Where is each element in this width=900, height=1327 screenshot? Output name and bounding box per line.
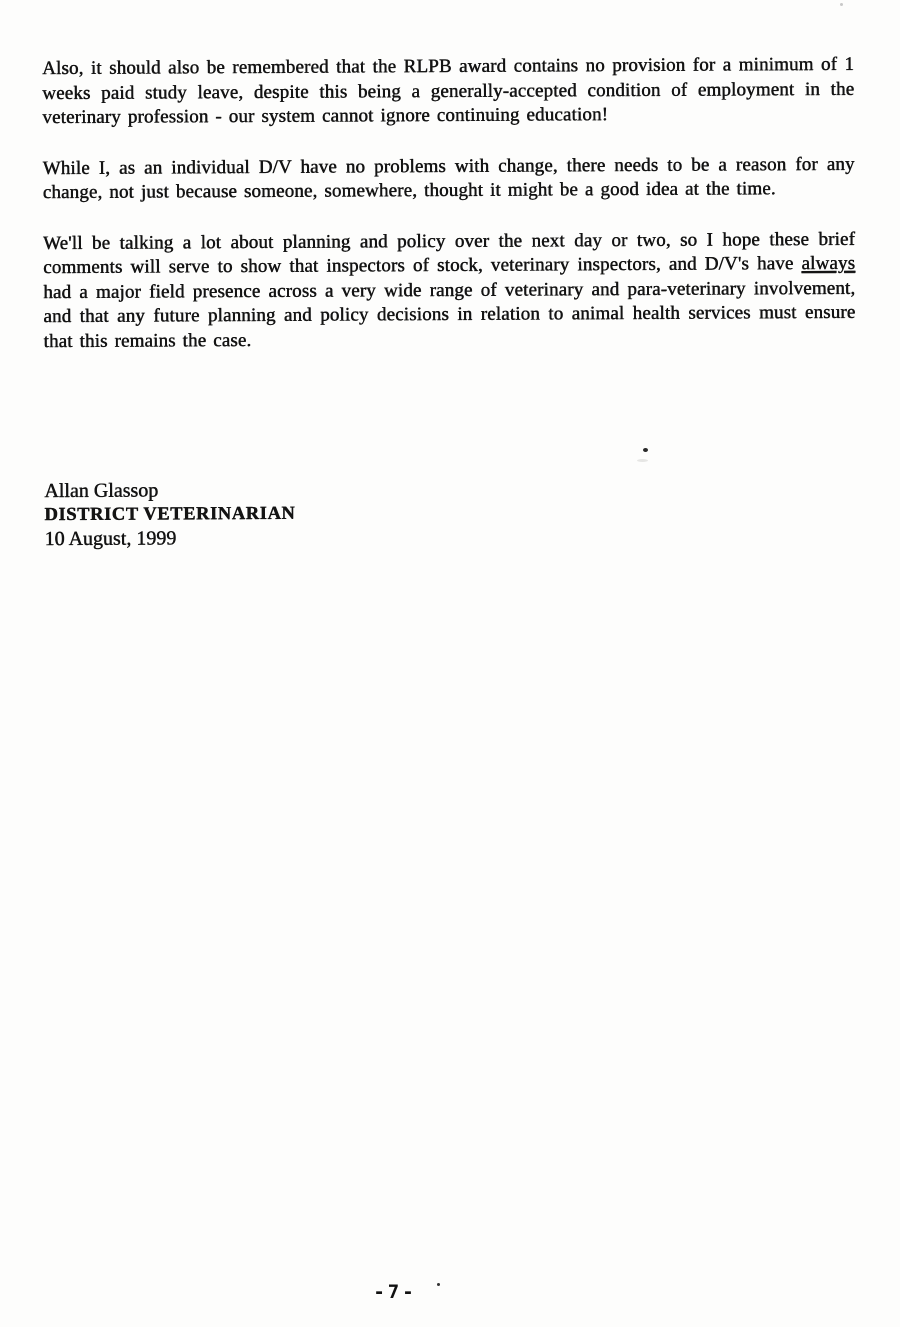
- underlined-word-always: always: [801, 252, 856, 275]
- paragraph-planning-policy: [43, 227, 856, 354]
- scan-smudge: [637, 459, 648, 462]
- scan-speck: [437, 1283, 440, 1286]
- paragraph-segment-before: We'll be talking a lot about planning and policy over the next day or two, so I hope these brief comments will serve to show that inspectors of stock, veterinary inspectors, and D/V's have: [42, 228, 856, 278]
- letter-body: [42, 53, 857, 551]
- signatory-name: Allan Glassop: [44, 479, 159, 502]
- scan-speck: [840, 3, 843, 6]
- paragraph-study-leave: Also, it should also be remembered that the RLPB award contains no provision for a minimum of 1 weeks paid study leave, despite this being a generally-accepted condition of employment in the veterinary profession - our system cannot ignore continuing education!: [42, 53, 855, 128]
- signatory-title: DISTRICT VETERINARIAN: [44, 503, 296, 525]
- signature-date: 10 August, 1999: [44, 527, 177, 550]
- paragraph-change-reason: While I, as an individual D/V have no problems with change, there needs to be a reason for any change, not just because someone, somewhere, thought it might be a good idea at the time.: [42, 153, 855, 203]
- paragraph-segment-after: had a major field presence across a very wide range of veterinary and para-veterinary involvement, and that any future planning and policy decisions in relation to animal health services must ensure that this remains the case.: [43, 277, 856, 352]
- page-number: -7-: [373, 1281, 417, 1303]
- page-footer: [0, 1281, 900, 1303]
- signature-block: [44, 475, 856, 551]
- scan-speck: [643, 448, 648, 452]
